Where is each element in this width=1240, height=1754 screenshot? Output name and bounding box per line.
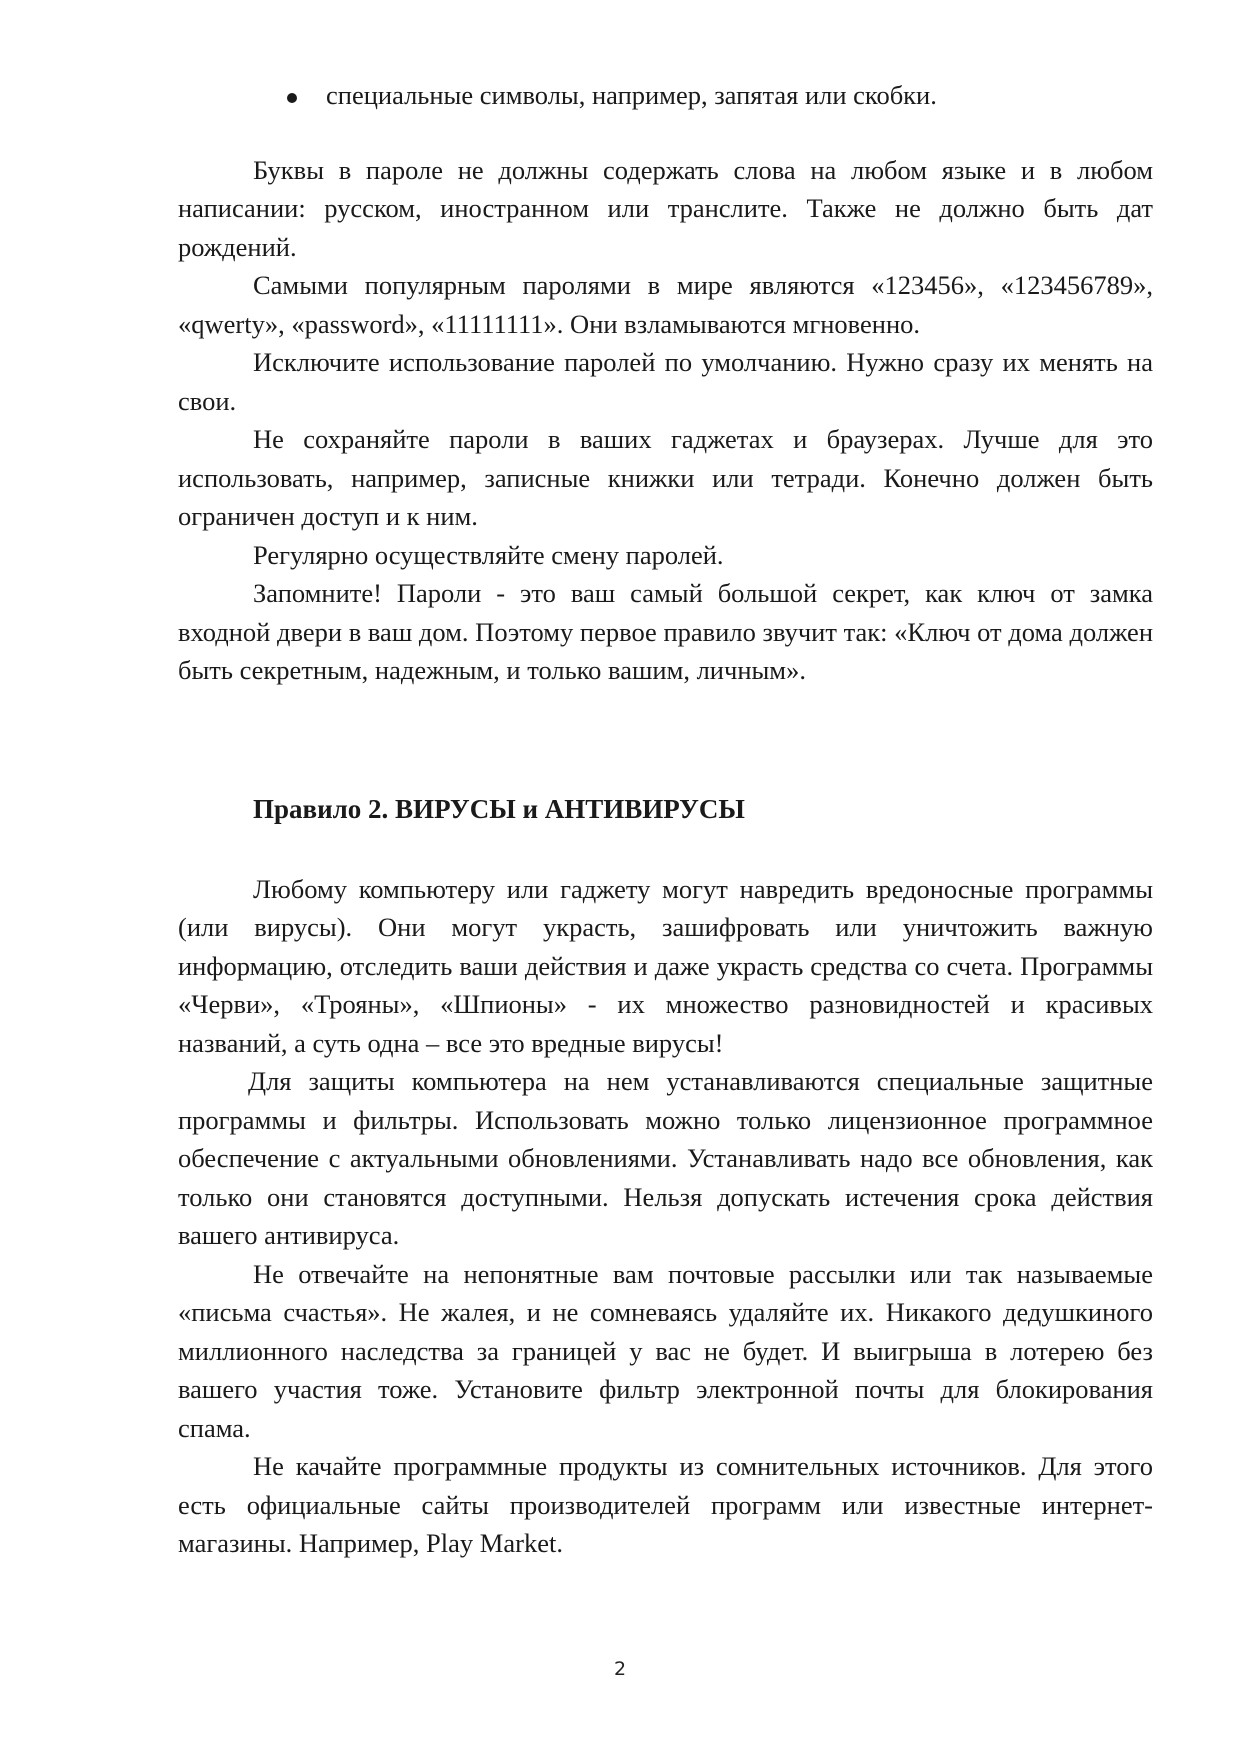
page-number: 2 — [613, 1658, 627, 1680]
paragraph: Не сохраняйте пароли в ваших гаджетах и браузерах. Лучше для это использовать, например, записные книжки или тетради. Конечно должен быть ограничен доступ и к ним. — [178, 424, 1153, 531]
bullet-text: специальные символы, например, запятая или скобки. — [326, 80, 937, 110]
document-page — [178, 60, 1153, 1563]
paragraph: Не качайте программные продукты из сомнительных источников. Для этого есть официальные сайты производителей программ или известные интернет-магазины. Например, Play Market. — [178, 1451, 1153, 1558]
bullet-icon — [287, 93, 297, 103]
paragraph: Исключите использование паролей по умолчанию. Нужно сразу их менять на свои. — [178, 347, 1153, 416]
paragraph: Запомните! Пароли - это ваш самый большой секрет, как ключ от замка входной двери в ваш дом. Поэтому первое правило звучит так: «Ключ от дома должен быть секретным, надежным, и только вашим, личным». — [178, 578, 1153, 685]
paragraph: Буквы в пароле не должны содержать слова на любом языке и в любом написании: русском, иностранном или транслите. Также не должно быть дат рождений. — [178, 154, 1153, 262]
paragraph: Регулярно осуществляйте смену паролей. — [253, 539, 724, 570]
paragraph: Для защиты компьютера на нем устанавливаются специальные защитные программы и фильтры. Использовать можно только лицензионное программное обеспечение с актуальными обновлениями. Устанавливать надо все обновления, как только они становятся доступными. Нельзя допускать истечения срока действия вашего антивируса. — [178, 1066, 1153, 1250]
paragraph: Самыми популярным паролями в мире являются «123456», «123456789», «qwerty», «password», «11111111». Они взламываются мгновенно. — [178, 270, 1153, 339]
paragraph: Любому компьютеру или гаджету могут навредить вредоносные программы (или вирусы). Они могут украсть, зашифровать или уничтожить важную информацию, отследить ваши действия и даже украсть средства со счета. Программы «Черви», «Трояны», «Шпионы» - их множество разновидностей и красивых названий, а суть одна – все это вредные вирусы! — [178, 873, 1153, 1058]
bullet-list-item — [178, 76, 1153, 115]
paragraph: Не отвечайте на непонятные вам почтовые рассылки или так называемые «письма счастья». Не жалея, и не сомневаясь удаляйте их. Никакого дедушкиного миллионного наследства за границей у вас не будет. И выигрыша в лотерею без вашего участия тоже. Установите фильтр электронной почты для блокирования спама. — [178, 1258, 1153, 1443]
section-heading: Правило 2. ВИРУСЫ и АНТИВИРУСЫ — [253, 793, 745, 824]
